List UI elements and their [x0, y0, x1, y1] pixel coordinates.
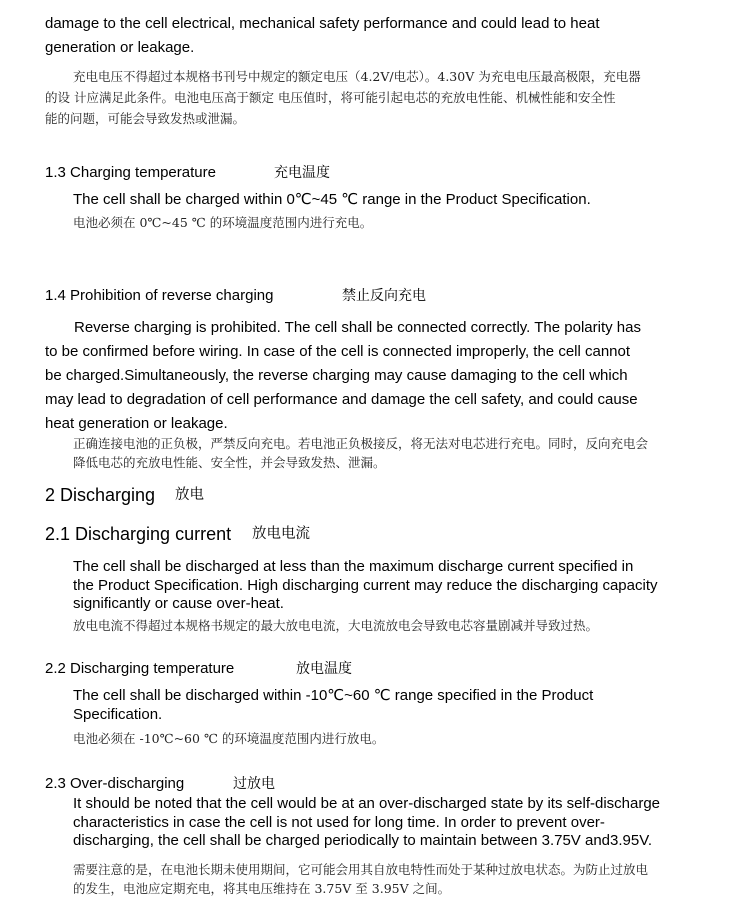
section-2-2-cn: 电池必须在 -10℃~60 ℃ 的环境温度范围内进行放电。	[73, 731, 385, 746]
section-2-1-en	[73, 558, 713, 614]
section-2-3-cn-line: 的发生，电池应定期充电，将其电压维持在 3.75V 至 3.95V 之间。	[73, 880, 451, 896]
section-title: 2.3 Over-discharging	[45, 775, 185, 792]
section-2-3-cn-line: 需要注意的是，在电池长期未使用期间，它可能会用其自放电特性而处于某种过放电状态。为防止过放电	[73, 862, 649, 877]
intro-en-line: damage to the cell electrical, mechanical safety performance and could lead to heat	[45, 15, 600, 32]
section-1-4-cn-line: 降低电芯的充放电性能、安全性，并会导致发热、泄漏。	[73, 454, 386, 470]
section-title: 2.2 Discharging temperature	[45, 660, 235, 677]
section-2-2-heading	[45, 658, 750, 680]
intro-cn-text	[45, 66, 750, 129]
intro-cn-line: 能的问题，可能会导致发热或泄漏。	[45, 111, 246, 126]
intro-en-line: generation or leakage.	[45, 39, 195, 56]
section-1-3-en: The cell shall be charged within 0℃~45 ℃ range in the Product Specification.	[73, 191, 591, 208]
section-title-cn: 禁止反向充电	[342, 288, 426, 304]
section-2-3-heading	[45, 773, 750, 795]
section-1-4-en-line: to be confirmed before wiring. In case of the cell is connected improperly, the cell cannot	[45, 343, 631, 360]
section-title: 1.3 Charging temperature	[45, 164, 216, 181]
section-2-2-en	[73, 687, 750, 724]
section-1-4-cn	[73, 435, 750, 472]
section-1-4-en-line: may lead to degradation of cell performance and damage the cell safety, and could cause	[45, 391, 638, 408]
section-1-4-en-line: be charged.Simultaneously, the reverse charging may cause damaging to the cell which	[45, 367, 628, 384]
section-title-cn: 放电	[175, 487, 204, 503]
section-1-3-cn: 电池必须在 0℃~45 ℃ 的环境温度范围内进行充电。	[73, 215, 373, 230]
section-2-3-en-line: discharging, the cell shall be charged periodically to maintain between 3.75V and3.95V.	[73, 832, 652, 849]
section-2-1-en-line: The cell shall be discharged at less than the maximum discharge current specified in	[73, 558, 634, 575]
section-2-3-en-line: characteristics in case the cell is not used for long time. In order to prevent over-	[73, 813, 605, 831]
section-1-4-en-line: Reverse charging is prohibited. The cell shall be connected correctly. The polarity has	[74, 319, 641, 336]
section-2-1-heading	[45, 522, 750, 546]
section-2-2-en-line: The cell shall be discharged within -10℃~60 ℃ range specified in the Product	[73, 687, 594, 704]
section-1-4-cn-line: 正确连接电池的正负极，严禁反向充电。若电池正负极接反，将无法对电芯进行充电。同时，反向充电会	[73, 436, 649, 451]
section-title: 2.1 Discharging current	[45, 524, 232, 544]
section-1-3-heading	[45, 162, 750, 184]
section-2-1-cn: 放电电流不得超过本规格书规定的最大放电电流，大电流放电会导致电芯容量剧减并导致过热。	[73, 618, 599, 633]
section-title-cn: 过放电	[233, 776, 275, 792]
section-2-3-en	[73, 795, 750, 851]
section-2-2-en-line: Specification.	[73, 705, 163, 723]
section-2-heading	[45, 483, 750, 507]
section-title-cn: 放电温度	[296, 661, 352, 677]
section-title: 1.4 Prohibition of reverse charging	[45, 287, 274, 304]
section-2-3-en-line: It should be noted that the cell would be at an over-discharged state by its self-discharge	[73, 795, 661, 812]
intro-cn-line: 充电电压不得超过本规格书刊号中规定的额定电压（4.2V/电芯）。4.30V 为充电电压最高极限，充电器	[73, 69, 641, 84]
intro-cn-line: 的设 计应满足此条件。电池电压高于额定 电压值时，将可能引起电芯的充放电性能、机械性能和安全性	[45, 90, 616, 105]
section-1-4-en	[45, 316, 685, 436]
section-title-cn: 放电电流	[252, 526, 310, 542]
section-title: 2 Discharging	[45, 485, 156, 505]
section-1-4-en-line: heat generation or leakage.	[45, 415, 228, 432]
section-2-1-en-line: significantly or cause over-heat.	[73, 595, 284, 612]
section-2-3-cn	[73, 861, 750, 898]
intro-en-text	[45, 12, 750, 60]
section-1-4-heading	[45, 285, 750, 307]
section-2-1-en-line: the Product Specification. High discharging current may reduce the discharging capacity	[73, 576, 658, 594]
section-title-cn: 充电温度	[274, 165, 330, 181]
